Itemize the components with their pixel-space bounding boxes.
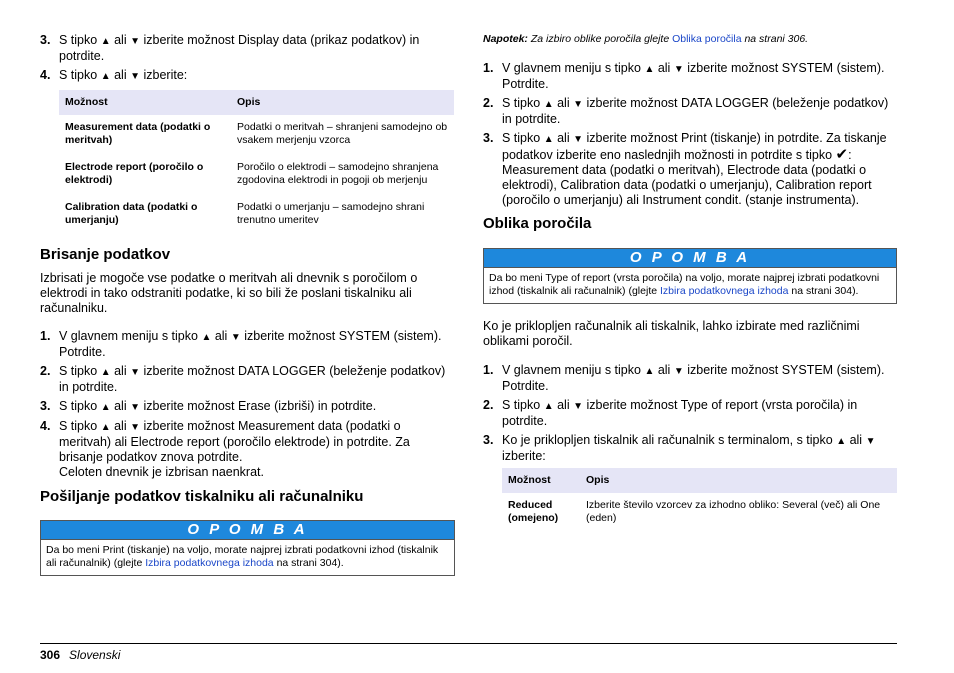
note-header: O P O M B A xyxy=(484,249,896,267)
heading-oblika: Oblika poročila xyxy=(483,215,592,232)
arrow-down-icon: ▼ xyxy=(130,367,140,378)
steps-print-right-list xyxy=(483,61,897,208)
note-box xyxy=(483,248,897,304)
arrow-down-icon: ▼ xyxy=(130,36,140,47)
paragraph-oblika: Ko je priklopljen računalnik ali tiskalnik, lahko izbirate med različnimi oblikami poročil. xyxy=(483,319,860,348)
steps-report-list xyxy=(483,363,897,464)
list-item: 2. S tipko ▲ ali ▼ izberite možnost DATA LOGGER (beleženje podatkov) in potrdite. xyxy=(483,96,889,126)
heading-brisanje: Brisanje podatkov xyxy=(40,246,171,263)
table-header-row: Možnost Opis xyxy=(502,468,897,493)
list-item: 3. S tipko ▲ ali ▼ izberite možnost Erase (izbriši) in potrdite. xyxy=(40,399,377,413)
note-body: Da bo meni Print (tiskanje) na voljo, morate najprej izbrati podatkovni izhod (tiskalnik ali računalnik) (glejte Izbira podatkovnega izhoda na strani 304). xyxy=(41,539,454,575)
arrow-down-icon: ▼ xyxy=(130,422,140,433)
list-item: 3. Ko je priklopljen tiskalnik ali računalnik s terminalom, s tipko ▲ ali ▼ izberite: xyxy=(483,433,876,463)
note-box xyxy=(40,520,455,576)
list-item: 2. S tipko ▲ ali ▼ izberite možnost DATA LOGGER (beleženje podatkov) in potrdite. xyxy=(40,364,446,394)
list-item: 3. S tipko ▲ ali ▼ izberite možnost Print (tiskanje) in potrdite. Za tiskanje podatkov izberite eno naslednjih možnosti in potrdite s tipko ✔: Measurement data (podatki o meritvah), Electrode data (podatki o elektrodi), Calibration data (podatki o umerjanju), Calibration report (poročilo o umerjanju) ali Instrument condit. (stanje instrumenta). xyxy=(483,131,887,207)
list-item: 3. S tipko ▲ ali ▼ izberite možnost Display data (prikaz podatkov) in potrdite. xyxy=(40,33,420,63)
table-row: Measurement data (podatki o meritvah) Podatki o meritvah – shranjeni samodejno ob vsakem merjenju vzorca xyxy=(65,121,448,146)
page-number: 306 xyxy=(40,648,61,662)
steps-erase-list xyxy=(40,329,455,480)
arrow-down-icon: ▼ xyxy=(130,402,140,413)
link-oblika-porocila[interactable]: Oblika poročila xyxy=(672,33,742,45)
arrow-up-icon: ▲ xyxy=(100,422,111,433)
list-item: 1. V glavnem meniju s tipko ▲ ali ▼ izberite možnost SYSTEM (sistem). Potrdite. xyxy=(40,329,442,359)
arrow-down-icon: ▼ xyxy=(573,401,583,412)
arrow-up-icon: ▲ xyxy=(201,332,212,343)
arrow-up-icon: ▲ xyxy=(644,64,655,75)
arrow-up-icon: ▲ xyxy=(644,366,655,377)
link-izbira-izhoda[interactable]: Izbira podatkovnega izhoda xyxy=(145,557,274,569)
report-options-table xyxy=(502,468,897,533)
list-item: 4. S tipko ▲ ali ▼ izberite: xyxy=(40,68,188,82)
napotek-tip: Napotek: Za izbiro oblike poročila glejte Oblika poročila na strani 306. xyxy=(483,33,809,45)
table-row: Calibration data (podatki o umerjanju) Podatki o umerjanju – samodejno shrani trenutno umeritev xyxy=(65,201,425,226)
language-label: Slovenski xyxy=(69,648,121,662)
steps-print-list xyxy=(40,33,455,84)
arrow-down-icon: ▼ xyxy=(573,134,583,145)
arrow-up-icon: ▲ xyxy=(100,36,111,47)
arrow-down-icon: ▼ xyxy=(130,71,140,82)
arrow-up-icon: ▲ xyxy=(100,367,111,378)
arrow-up-icon: ▲ xyxy=(543,134,554,145)
options-table xyxy=(59,90,454,235)
table-row: Electrode report (poročilo o elektrodi) Poročilo o elektrodi – samodejno shranjena zgodovina elektrodi in pogoji ob merjenju xyxy=(65,161,439,186)
arrow-up-icon: ▲ xyxy=(100,402,111,413)
arrow-down-icon: ▼ xyxy=(673,64,684,75)
arrow-down-icon: ▼ xyxy=(673,366,684,377)
table-row: Reduced (omejeno) Izberite število vzorcev za izhodno obliko: Several (več) ali One (eden) xyxy=(508,499,881,524)
list-item: 4. S tipko ▲ ali ▼ izberite možnost Measurement data (podatki o meritvah) ali Electrode report (poročilo elektrode) in potrdite. Za brisanje podatkov znova potrdite. Celoten dnevnik je izbrisan naenkrat. xyxy=(40,419,410,479)
arrow-up-icon: ▲ xyxy=(543,401,554,412)
arrow-up-icon: ▲ xyxy=(543,99,554,110)
checkmark-icon: ✔ xyxy=(835,146,849,163)
arrow-up-icon: ▲ xyxy=(836,436,847,447)
table-header-row: Možnost Opis xyxy=(59,90,454,115)
arrow-down-icon: ▼ xyxy=(230,332,241,343)
list-item: 1. V glavnem meniju s tipko ▲ ali ▼ izberite možnost SYSTEM (sistem). Potrdite. xyxy=(483,61,885,91)
arrow-down-icon: ▼ xyxy=(573,99,583,110)
page-footer xyxy=(40,648,120,662)
footer-divider xyxy=(40,643,897,644)
arrow-up-icon: ▲ xyxy=(100,71,111,82)
link-izbira-izhoda[interactable]: Izbira podatkovnega izhoda xyxy=(660,285,789,297)
list-item: 1. V glavnem meniju s tipko ▲ ali ▼ izberite možnost SYSTEM (sistem). Potrdite. xyxy=(483,363,885,393)
note-header: O P O M B A xyxy=(41,521,454,539)
arrow-down-icon: ▼ xyxy=(865,436,876,447)
note-body: Da bo meni Type of report (vrsta poročila) na voljo, morate najprej izbrati podatkovni izhod (tiskalnik ali računalnik) (glejte Izbira podatkovnega izhoda na strani 304). xyxy=(484,267,896,303)
list-item: 2. S tipko ▲ ali ▼ izberite možnost Type of report (vrsta poročila) in potrdite. xyxy=(483,398,858,428)
heading-posiljanje: Pošiljanje podatkov tiskalniku ali računalniku xyxy=(40,488,364,505)
paragraph-brisanje: Izbrisati je mogoče vse podatke o meritvah ali dnevnik s poročilom o elektrodi in tako odstraniti podatke, ki so bili že poslani tiskalniku ali računalniku. xyxy=(40,271,418,315)
